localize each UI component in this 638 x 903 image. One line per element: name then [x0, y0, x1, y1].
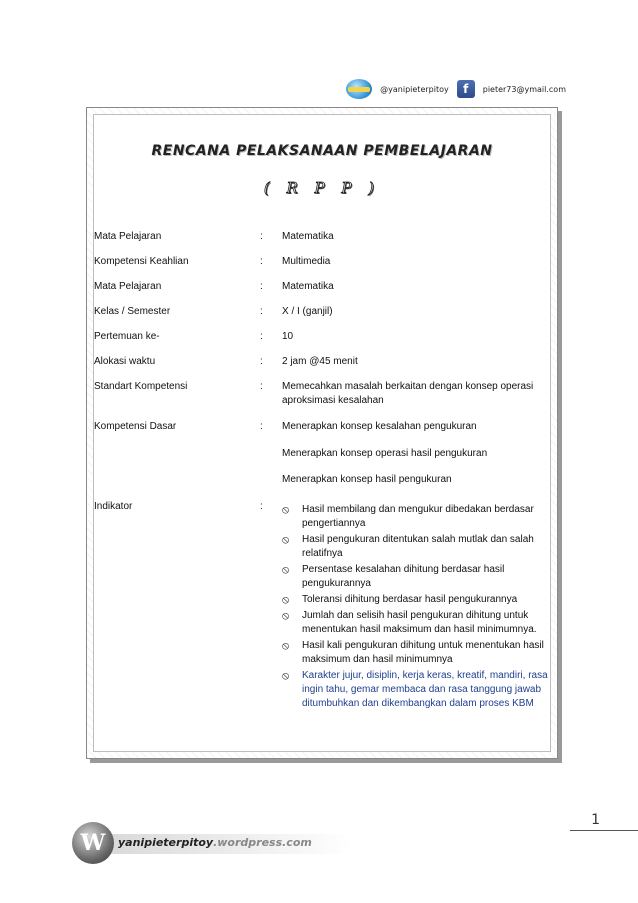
footer-branding: [72, 822, 392, 868]
page-number-rule: [570, 830, 638, 831]
field-label: Kompetensi Dasar: [94, 421, 177, 432]
facebook-icon: f: [457, 80, 475, 98]
page-number: 1: [591, 812, 600, 828]
indikator-item: [282, 639, 557, 667]
field-value: Matematika: [282, 281, 334, 292]
twitter-handle[interactable]: @yanipieterpitoy: [380, 84, 449, 94]
field-value: Memecahkan masalah berkaitan dengan konsep operasi aproksimasi kesalahan: [282, 381, 534, 406]
no-entry-bullet-icon: ⦸: [282, 534, 290, 546]
indikator-item: [282, 503, 557, 531]
indikator-text: Hasil kali pengukuran dihitung untuk menentukan hasil maksimum dan hasil minimumnya: [302, 640, 544, 665]
field-colon: :: [260, 231, 263, 242]
field-value: Multimedia: [282, 256, 331, 267]
indikator-label: Indikator: [94, 501, 133, 512]
field-colon: :: [260, 306, 263, 317]
no-entry-bullet-icon: ⦸: [282, 640, 290, 652]
field-colon: :: [260, 281, 263, 292]
field-colon: :: [260, 331, 263, 342]
no-entry-bullet-icon: ⦸: [282, 594, 290, 606]
field-label: Kompetensi Keahlian: [94, 256, 189, 267]
field-value: Menerapkan konsep hasil pengukuran: [282, 474, 452, 485]
indikator-text: Hasil membilang dan mengukur dibedakan berdasar pengertiannya: [302, 504, 534, 529]
document-card: [86, 107, 558, 759]
field-value: Menerapkan konsep operasi hasil pengukuran: [282, 448, 488, 459]
email-address[interactable]: pieter73@ymail.com: [482, 84, 566, 94]
contact-bar: [346, 78, 566, 100]
document-subtitle: ( R P P ): [263, 179, 381, 197]
field-value: 2 jam @45 menit: [282, 356, 358, 367]
field-colon: :: [260, 381, 263, 392]
no-entry-bullet-icon: ⦸: [282, 504, 290, 516]
document-inner: [93, 114, 551, 752]
field-value: Matematika: [282, 231, 334, 242]
field-colon: :: [260, 421, 263, 432]
twitter-bird-icon: [346, 79, 372, 99]
indikator-item: [282, 533, 557, 561]
indikator-text-highlight: Karakter jujur, disiplin, kerja keras, kreatif, mandiri, rasa ingin tahu, gemar membaca dan rasa tanggung jawab ditumbuhkan dan dikembangkan dalam proses KBM: [302, 670, 548, 709]
wordpress-icon: W: [72, 822, 114, 864]
indikator-text: Toleransi dihitung berdasar hasil pengukurannya: [302, 594, 518, 605]
indikator-colon: :: [260, 501, 263, 512]
no-entry-bullet-icon: ⦸: [282, 564, 290, 576]
field-value: 10: [282, 331, 294, 342]
indikator-text: Hasil pengukuran ditentukan salah mutlak dan salah relatifnya: [302, 534, 534, 559]
document-title: RENCANA PELAKSANAAN PEMBELAJARAN: [151, 143, 493, 159]
indikator-item: [282, 593, 557, 607]
indikator-text: Jumlah dan selisih hasil pengukuran dihitung untuk menentukan hasil maksimum dan hasil minimumnya.: [302, 610, 537, 635]
indikator-text: Persentase kesalahan dihitung berdasar hasil pengukurannya: [302, 564, 505, 589]
footer-site-suffix: .wordpress.com: [213, 836, 312, 849]
footer-site[interactable]: [118, 836, 312, 849]
field-colon: :: [260, 356, 263, 367]
indikator-list: [282, 503, 557, 713]
no-entry-bullet-icon: ⦸: [282, 670, 290, 682]
indikator-item: [282, 609, 557, 637]
field-label: Standart Kompetensi: [94, 381, 188, 392]
no-entry-bullet-icon: ⦸: [282, 610, 290, 622]
field-label: Mata Pelajaran: [94, 281, 162, 292]
field-label: Alokasi waktu: [94, 356, 156, 367]
field-value: X / I (ganjil): [282, 306, 333, 317]
field-value: Menerapkan konsep kesalahan pengukuran: [282, 421, 477, 432]
field-colon: :: [260, 256, 263, 267]
field-label: Kelas / Semester: [94, 306, 171, 317]
field-label: Pertemuan ke-: [94, 331, 160, 342]
indikator-item-character: [282, 669, 557, 711]
field-label: Mata Pelajaran: [94, 231, 162, 242]
footer-site-name: yanipieterpitoy: [118, 836, 214, 849]
indikator-item: [282, 563, 557, 591]
